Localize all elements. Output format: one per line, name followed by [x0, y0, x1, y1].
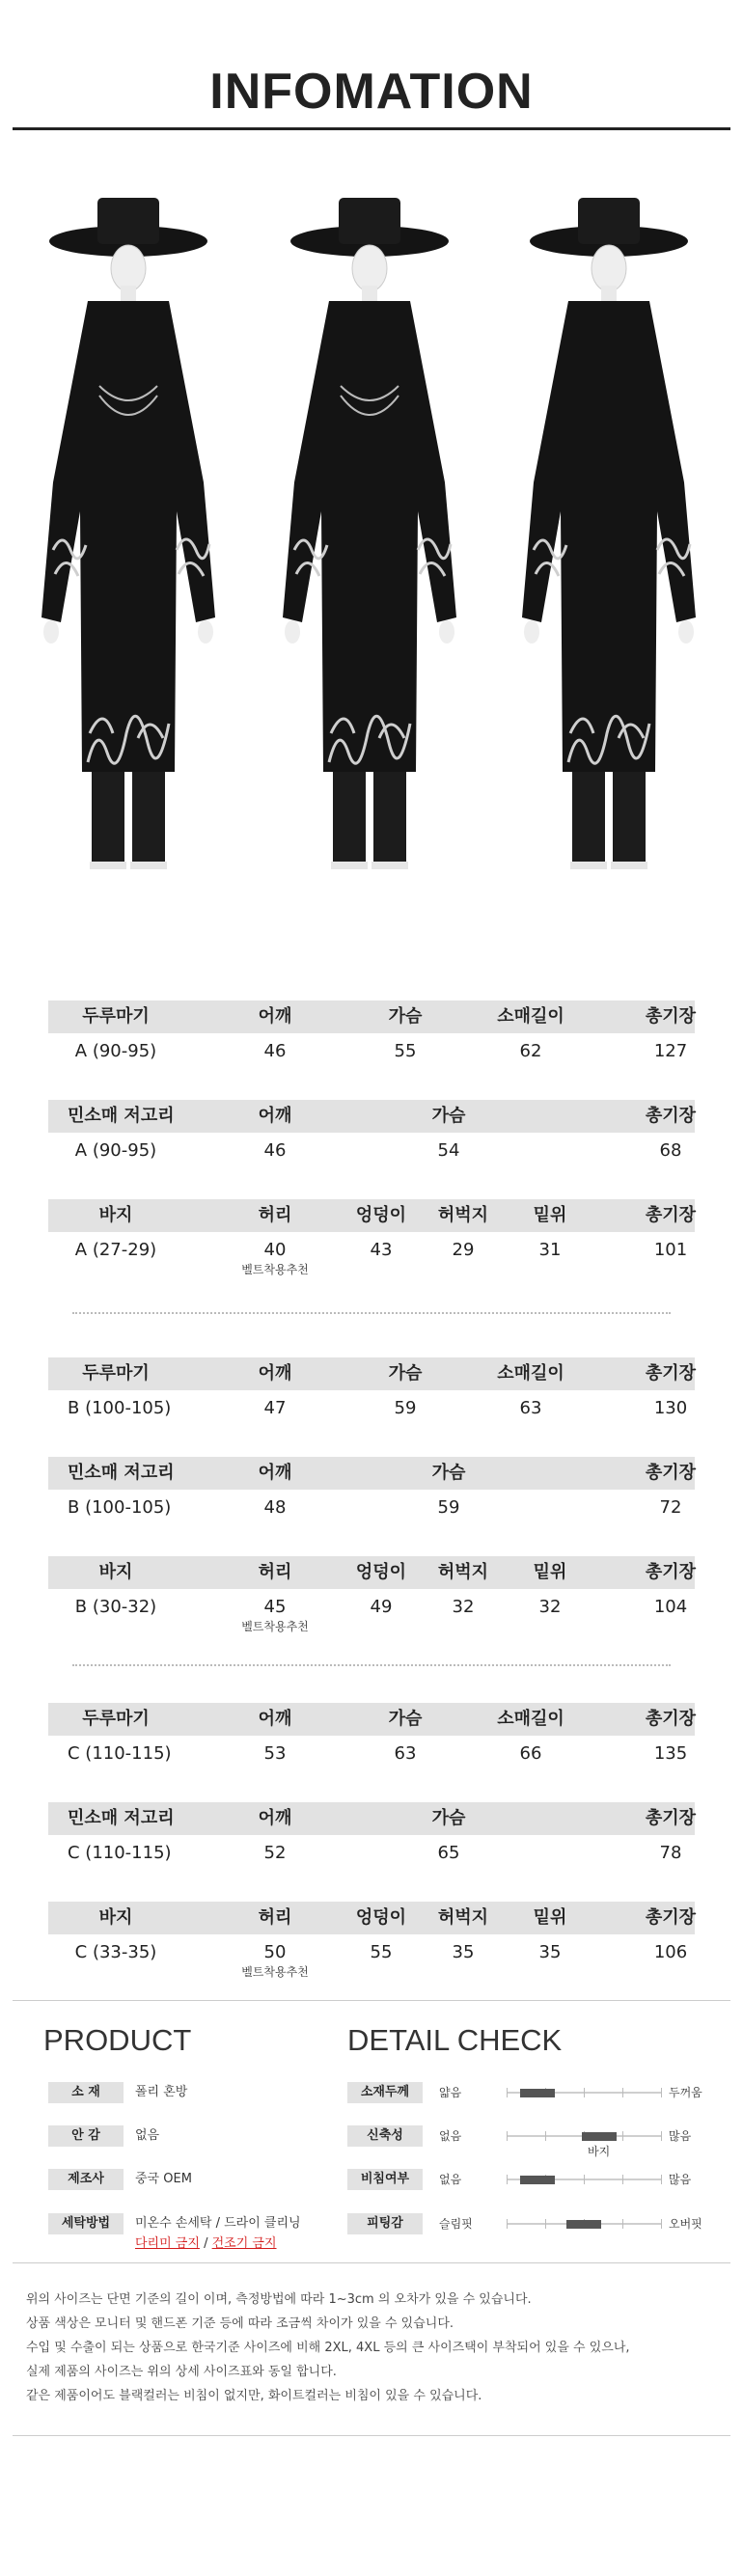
size-table-a-jeogori: 민소매 저고리 어깨 가슴 총기장 A (90-95) 46 54 68: [48, 1100, 695, 1171]
notice-line: 상품 색상은 모니터 및 핸드폰 기준 등에 따라 조금씩 차이가 있을 수 있습니다.: [26, 2316, 454, 2331]
detail-label: 피팅감: [347, 2213, 423, 2234]
scale-tick: [584, 2088, 585, 2097]
costume-photo: [13, 193, 730, 888]
scale-marker: [566, 2220, 601, 2229]
scale-tick: [661, 2131, 662, 2141]
section-divider: [72, 1664, 671, 1666]
scale-min-label: 없음: [439, 2173, 462, 2186]
scale-min-label: 슬림핏: [439, 2217, 473, 2231]
scale-marker-label: 바지: [588, 2145, 611, 2158]
scale-max-label: 많음: [669, 2173, 692, 2186]
size-table-a-durumagi: 두루마기 어깨 가슴 소매길이 총기장 A (90-95) 46 55 62 127: [48, 1000, 695, 1072]
notice-line: 위의 사이즈는 단면 기준의 길이 이며, 측정방법에 따라 1~3cm 의 오차가 있을 수 있습니다.: [26, 2292, 532, 2307]
section-rule: [13, 2000, 730, 2001]
detail-label: 신축성: [347, 2125, 423, 2147]
scale-min-label: 없음: [439, 2129, 462, 2143]
scale-marker: [520, 2089, 555, 2097]
scale-tick: [507, 2219, 508, 2229]
scale-max-label: 오버핏: [669, 2217, 702, 2231]
size-table-b-durumagi: 두루마기 어깨 가슴 소매길이 총기장 B (100-105) 47 59 63 130: [48, 1357, 695, 1429]
section-divider: [72, 1312, 671, 1314]
notice-box: [13, 2262, 730, 2436]
scale-max-label: 두꺼움: [669, 2086, 702, 2099]
belt-note: 벨트착용추천: [241, 1620, 309, 1633]
scale-tick: [507, 2131, 508, 2141]
detail-label: 소재두께: [347, 2082, 423, 2103]
scale-tick: [622, 2131, 623, 2141]
scale-tick: [661, 2219, 662, 2229]
scale-tick: [661, 2175, 662, 2184]
title-divider: [13, 127, 730, 130]
page-title: INFOMATION: [209, 64, 534, 120]
belt-note: 벨트착용추천: [241, 1263, 309, 1276]
scale-marker: [520, 2176, 555, 2184]
detail-label: 비침여부: [347, 2169, 423, 2190]
notice-line: 실제 제품의 사이즈는 위의 상세 사이즈표와 동일 합니다.: [26, 2365, 337, 2379]
belt-note: 벨트착용추천: [241, 1965, 309, 1979]
size-table-b-jeogori: 민소매 저고리 어깨 가슴 총기장 B (100-105) 48 59 72: [48, 1457, 695, 1528]
size-table-c-baji: 바지 허리 엉덩이 허벅지 밑위 총기장 C (33-35) 50 55 35 35 106 벨트착용추천: [48, 1902, 695, 1973]
size-table-a-baji: 바지 허리 엉덩이 허벅지 밑위 총기장 A (27-29) 40 43 29 31 101 벨트착용추천: [48, 1199, 695, 1271]
scale-tick: [507, 2088, 508, 2097]
scale-tick: [545, 2131, 546, 2141]
size-table-c-jeogori: 민소매 저고리 어깨 가슴 총기장 C (110-115) 52 65 78: [48, 1802, 695, 1874]
detail-check-title: DETAIL CHECK: [347, 2023, 563, 2057]
scale-tick: [584, 2175, 585, 2184]
product-title: PRODUCT: [43, 2023, 192, 2057]
notice-line: 같은 제품이어도 블랙컬러는 비침이 없지만, 화이트컬러는 비침이 있을 수 있습니다.: [26, 2389, 482, 2403]
scale-tick: [622, 2088, 623, 2097]
size-table-c-durumagi: 두루마기 어깨 가슴 소매길이 총기장 C (110-115) 53 63 66 135: [48, 1703, 695, 1774]
scale-tick: [507, 2175, 508, 2184]
scale-tick: [622, 2219, 623, 2229]
size-table-b-baji: 바지 허리 엉덩이 허벅지 밑위 총기장 B (30-32) 45 49 32 32 104 벨트착용추천: [48, 1556, 695, 1628]
scale-tick: [622, 2175, 623, 2184]
scale-tick: [661, 2088, 662, 2097]
scale-min-label: 얇음: [439, 2086, 462, 2099]
notice-line: 수입 및 수출이 되는 상품으로 한국기준 사이즈에 비해 2XL, 4XL 등의 큰 사이즈택이 부착되어 있을 수 있으나,: [26, 2341, 630, 2355]
scale-marker: [582, 2132, 617, 2141]
scale-tick: [545, 2219, 546, 2229]
scale-max-label: 많음: [669, 2129, 692, 2143]
wash-warning: 다리미 금지 / 건조기 금지: [135, 2236, 277, 2251]
